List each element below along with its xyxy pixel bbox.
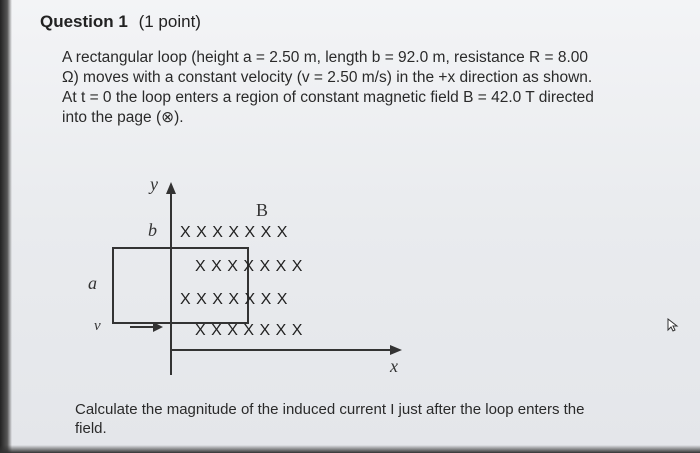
length-b-label: b <box>148 220 157 240</box>
field-row: X X X X X X X <box>180 224 288 241</box>
question-header <box>40 12 201 32</box>
field-row: X X X X X X X <box>195 258 303 275</box>
mouse-pointer-icon <box>667 318 679 332</box>
field-B-label: B <box>256 200 269 220</box>
problem-line: A rectangular loop (height a = 2.50 m, length b = 92.0 m, resistance R = 8.00 <box>62 49 589 66</box>
field-row: X X X X X X X <box>195 322 303 339</box>
screen-edge-left <box>0 0 12 453</box>
problem-line: into the page (⊗). <box>62 109 184 126</box>
height-a-label: a <box>88 273 97 293</box>
y-axis-label: y <box>150 174 158 194</box>
prompt-line: field. <box>75 420 107 437</box>
question-label: Question 1 <box>40 12 128 31</box>
question-prompt <box>75 400 675 438</box>
problem-line: Ω) moves with a constant velocity (v = 2.50 m/s) in the +x direction as shown. <box>62 69 593 86</box>
field-row: X X X X X X X <box>180 291 288 308</box>
loop-field-diagram <box>80 170 420 390</box>
prompt-line: Calculate the magnitude of the induced current I just after the loop enters the <box>75 401 585 418</box>
diagram-axes <box>80 170 420 390</box>
screen-edge-bottom <box>0 445 700 453</box>
problem-text <box>62 48 687 128</box>
velocity-v-label: v <box>94 318 101 334</box>
question-points: (1 point) <box>138 12 201 31</box>
problem-line: At t = 0 the loop enters a region of constant magnetic field B = 42.0 T directed <box>62 89 594 106</box>
x-axis-label: x <box>390 356 398 376</box>
